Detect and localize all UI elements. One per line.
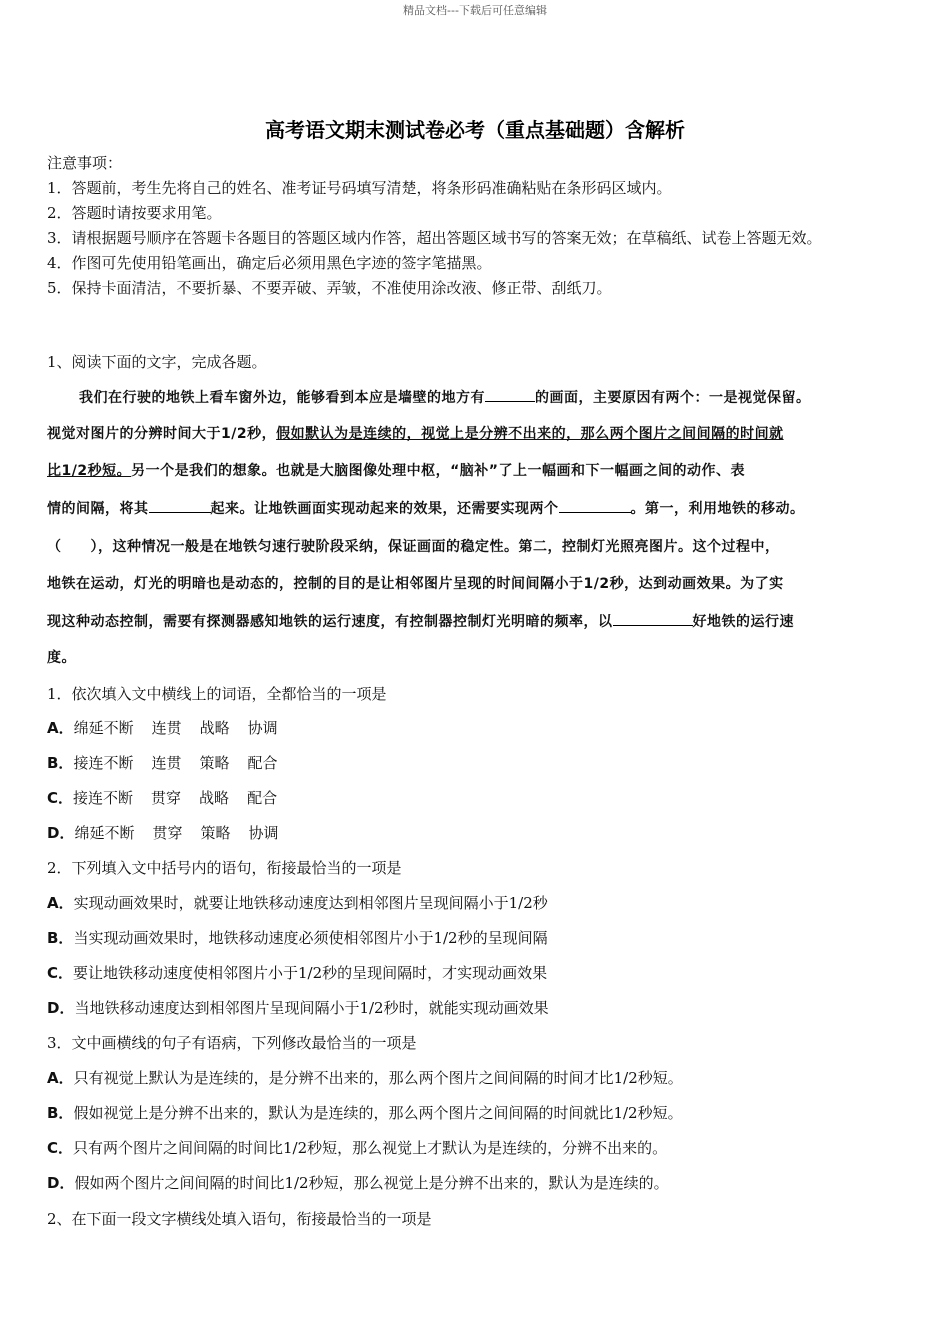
passage-text: 。第一，利用地铁的移动。 bbox=[630, 501, 805, 517]
answer-option bbox=[47, 753, 278, 773]
answer-option bbox=[47, 998, 549, 1018]
option-letter: C． bbox=[47, 964, 74, 982]
option-word: 战略 bbox=[199, 789, 230, 807]
passage-line bbox=[47, 461, 909, 481]
fill-blank bbox=[613, 611, 693, 626]
option-word: 策略 bbox=[199, 754, 230, 772]
question-stem: 3．文中画横线的句子有语病，下列修改最恰当的一项是 bbox=[47, 1034, 417, 1052]
passage-text: 的画面，主要原因有两个：一是视觉保留。 bbox=[535, 390, 811, 406]
answer-option bbox=[47, 788, 277, 808]
answer-option bbox=[47, 718, 278, 738]
note-item: 1．答题前，考生先将自己的姓名、准考证号码填写清楚，将条形码准确粘贴在条形码区域内。 bbox=[47, 179, 672, 197]
underlined-sentence: 比1/2秒短。 bbox=[47, 463, 132, 479]
section2-heading: 2、在下面一段文字横线处填入语句，衔接最恰当的一项是 bbox=[47, 1210, 432, 1228]
document-title: 高考语文期末测试卷必考（重点基础题）含解析 bbox=[265, 118, 685, 142]
underlined-sentence: 假如默认为是连续的，视觉上是分辨不出来的，那么两个图片之间间隔的时间就 bbox=[276, 426, 784, 442]
answer-option bbox=[47, 893, 548, 913]
fill-blank bbox=[149, 498, 211, 513]
passage-line bbox=[47, 574, 909, 594]
option-letter: C． bbox=[47, 1139, 74, 1157]
answer-option bbox=[47, 1138, 667, 1158]
passage-text: （ ），这种情况一般是在地铁匀速行驶阶段采纳，保证画面的稳定性。第二，控制灯光照亮图片。这个过程中， bbox=[47, 539, 780, 555]
answer-option bbox=[47, 963, 547, 983]
option-text: 实现动画效果时，就要让地铁移动速度达到相邻图片呈现间隔小于1/2秒 bbox=[73, 894, 548, 912]
option-text: 当实现动画效果时，地铁移动速度必须使相邻图片小于1/2秒的呈现间隔 bbox=[73, 929, 548, 947]
question-stem: 1．依次填入文中横线上的词语，全都恰当的一项是 bbox=[47, 685, 387, 703]
fill-blank bbox=[485, 387, 535, 402]
passage-text: 地铁在运动，灯光的明暗也是动态的，控制的目的是让相邻图片呈现的时间间隔小于1/2秒，达到动画效果。为了实 bbox=[47, 576, 784, 592]
option-text: 只有两个图片之间间隔的时间比1/2秒短，那么视觉上才默认为是连续的，分辨不出来的。 bbox=[73, 1139, 668, 1157]
note-item: 5．保持卡面清洁，不要折暴、不要弄破、弄皱，不准使用涂改液、修正带、刮纸刀。 bbox=[47, 279, 612, 297]
option-letter: D． bbox=[47, 824, 75, 842]
option-word: 连贯 bbox=[151, 754, 182, 772]
option-text: 只有视觉上默认为是连续的，是分辨不出来的，那么两个图片之间间隔的时间才比1/2秒短。 bbox=[73, 1069, 683, 1087]
passage-text: 另一个是我们的想象。也就是大脑图像处理中枢，“脑补”了上一幅画和下一幅画之间的动作、表 bbox=[131, 463, 746, 479]
option-letter: B． bbox=[47, 1104, 74, 1122]
option-letter: C． bbox=[47, 789, 74, 807]
option-letter: A． bbox=[47, 1069, 74, 1087]
section1-heading: 1、阅读下面的文字，完成各题。 bbox=[47, 353, 267, 371]
option-word: 配合 bbox=[247, 789, 278, 807]
passage-line bbox=[47, 648, 909, 668]
option-text: 假如视觉上是分辨不出来的，默认为是连续的，那么两个图片之间间隔的时间就比1/2秒短。 bbox=[73, 1104, 683, 1122]
option-letter: B． bbox=[47, 929, 74, 947]
notes-heading: 注意事项： bbox=[47, 154, 123, 172]
passage-line bbox=[47, 424, 909, 444]
option-letter: D． bbox=[47, 1174, 75, 1192]
option-word: 接连不断 bbox=[73, 789, 134, 807]
passage-text: 度。 bbox=[47, 650, 76, 666]
passage-text: 现这种动态控制，需要有探测器感知地铁的运行速度，有控制器控制灯光明暗的频率，以 bbox=[47, 614, 613, 630]
answer-option bbox=[47, 928, 548, 948]
option-text: 要让地铁移动速度使相邻图片小于1/2秒的呈现间隔时，才实现动画效果 bbox=[73, 964, 548, 982]
passage-text: 视觉对图片的分辨时间大于1/2秒， bbox=[47, 426, 277, 442]
option-word: 策略 bbox=[200, 824, 231, 842]
passage-text: 好地铁的运行速 bbox=[692, 614, 794, 630]
question-stem: 2．下列填入文中括号内的语句，衔接最恰当的一项是 bbox=[47, 859, 402, 877]
option-word: 协调 bbox=[247, 719, 278, 737]
note-item: 2．答题时请按要求用笔。 bbox=[47, 204, 222, 222]
answer-option bbox=[47, 1068, 683, 1088]
answer-option bbox=[47, 1173, 669, 1193]
option-letter: A． bbox=[47, 719, 74, 737]
option-word: 绵延不断 bbox=[73, 719, 134, 737]
answer-option bbox=[47, 1103, 683, 1123]
option-text: 假如两个图片之间间隔的时间比1/2秒短，那么视觉上是分辨不出来的，默认为是连续的。 bbox=[74, 1174, 669, 1192]
option-letter: B． bbox=[47, 754, 74, 772]
option-word: 连贯 bbox=[151, 719, 182, 737]
passage-text: 我们在行驶的地铁上看车窗外边，能够看到本应是墙壁的地方有 bbox=[79, 390, 485, 406]
option-word: 贯穿 bbox=[152, 824, 183, 842]
passage-line bbox=[47, 611, 909, 632]
header-note: 精品文档---下载后可任意编辑 bbox=[403, 4, 547, 17]
option-letter: A． bbox=[47, 894, 74, 912]
option-word: 绵延不断 bbox=[74, 824, 135, 842]
option-word: 贯穿 bbox=[151, 789, 182, 807]
passage-line bbox=[47, 498, 909, 519]
fill-blank bbox=[559, 498, 631, 513]
option-word: 接连不断 bbox=[73, 754, 134, 772]
answer-option bbox=[47, 823, 279, 843]
option-word: 协调 bbox=[248, 824, 279, 842]
option-text: 当地铁移动速度达到相邻图片呈现间隔小于1/2秒时，就能实现动画效果 bbox=[74, 999, 549, 1017]
note-item: 3．请根据题号顺序在答题卡各题目的答题区域内作答，超出答题区域书写的答案无效；在草稿纸、试卷上答题无效。 bbox=[47, 229, 822, 247]
note-item: 4．作图可先使用铅笔画出，确定后必须用黑色字迹的签字笔描黑。 bbox=[47, 254, 492, 272]
option-word: 配合 bbox=[247, 754, 278, 772]
passage-line bbox=[47, 537, 909, 557]
option-letter: D． bbox=[47, 999, 75, 1017]
passage-text: 情的间隔，将其 bbox=[47, 501, 149, 517]
passage-text: 起来。让地铁画面实现动起来的效果，还需要实现两个 bbox=[210, 501, 559, 517]
option-word: 战略 bbox=[199, 719, 230, 737]
passage-line bbox=[47, 387, 909, 408]
